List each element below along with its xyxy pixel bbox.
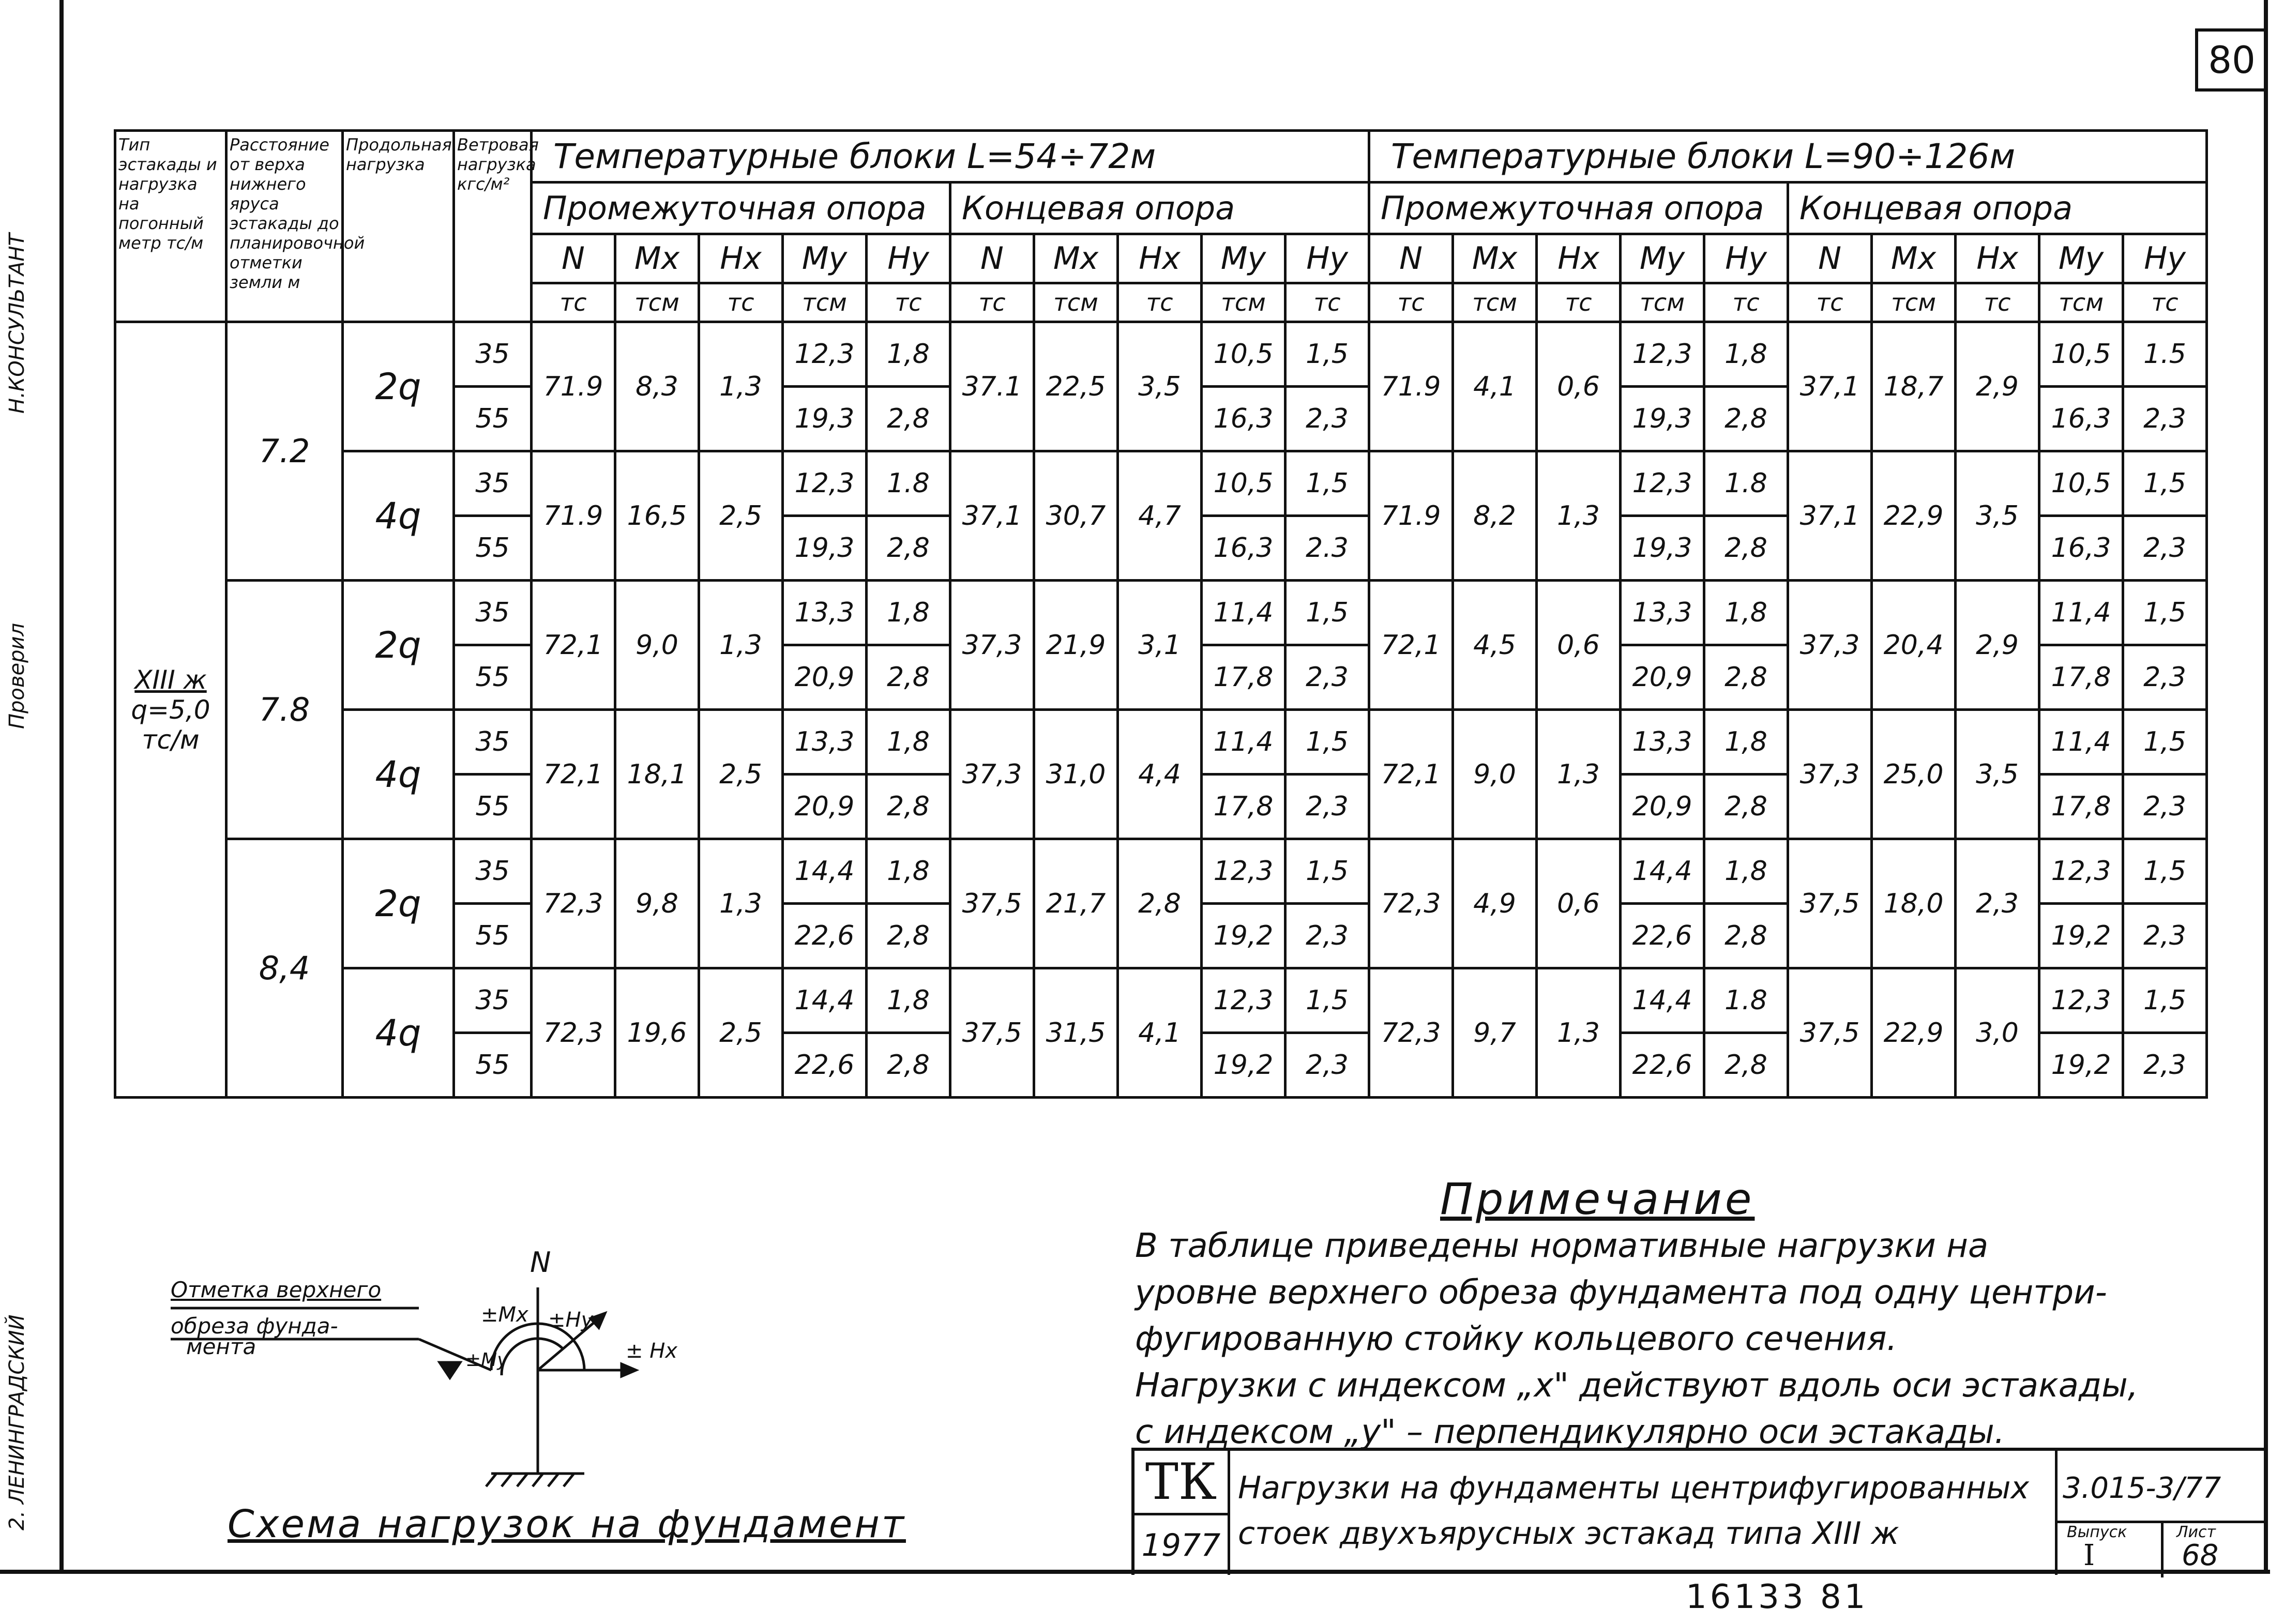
value-Mx: 16,5	[615, 451, 699, 581]
margin-note-top: Н.КОНСУЛЬТАНТ	[5, 233, 29, 414]
wind-load-cell: 55	[454, 645, 532, 710]
header-distance: Расстояние от верха нижнего яруса эстакады до планировочной отметки земли м	[226, 131, 343, 322]
stamp-code: 3.015-3/77	[2063, 1471, 2221, 1505]
header-symbol: My	[783, 234, 867, 283]
value-Mx: 20,4	[1872, 581, 1956, 710]
value-Hx: 2,9	[1956, 581, 2039, 710]
scheme-My-label: ±My	[465, 1349, 508, 1371]
note-line: уровне верхнего обреза фундамента под одну центри-	[1135, 1273, 2107, 1312]
scheme-Hx-label: ± Hx	[626, 1339, 677, 1363]
header-symbol: Mx	[1034, 234, 1118, 283]
value-My: 13,3	[783, 710, 867, 775]
value-Mx: 4,5	[1453, 581, 1537, 710]
value-My: 19,2	[1202, 904, 1285, 968]
value-My: 19,2	[2039, 904, 2123, 968]
value-My: 16,3	[2039, 387, 2123, 451]
value-Hx: 1,3	[699, 839, 783, 968]
value-N: 72,3	[532, 968, 615, 1098]
type-load: q=5,0 тс/м	[131, 694, 210, 755]
value-Hy: 1,5	[1285, 451, 1369, 516]
value-My: 11,4	[1202, 581, 1285, 645]
value-My: 12,3	[1621, 322, 1704, 387]
value-N: 71.9	[532, 451, 615, 581]
value-Hy: 1,5	[1285, 710, 1369, 775]
longitudinal-load-cell: 4q	[343, 451, 454, 581]
header-unit: тс	[532, 283, 615, 322]
value-Hx: 1,3	[1537, 451, 1621, 581]
header-symbol: N	[1369, 234, 1453, 283]
value-N: 37,3	[950, 581, 1034, 710]
value-My: 19,3	[783, 516, 867, 581]
header-symbol: Hx	[699, 234, 783, 283]
header-unit: тсм	[1872, 283, 1956, 322]
value-Hy: 1,8	[867, 581, 950, 645]
value-Hy: 1,8	[867, 839, 950, 904]
value-Mx: 18,1	[615, 710, 699, 839]
value-My: 10,5	[1202, 451, 1285, 516]
longitudinal-load-cell: 4q	[343, 968, 454, 1098]
wind-load-cell: 55	[454, 516, 532, 581]
stamp-title-line: стоек двухъярусных эстакад типа XIII ж	[1238, 1515, 1899, 1552]
table-row	[115, 710, 2207, 775]
value-Hy: 2,3	[2123, 775, 2207, 839]
value-My: 22,6	[783, 1033, 867, 1098]
value-Hy: 2,8	[867, 387, 950, 451]
value-Hx: 1,3	[699, 581, 783, 710]
value-Hx: 2,3	[1956, 839, 2039, 968]
header-unit: тсм	[1453, 283, 1537, 322]
value-My: 10,5	[2039, 451, 2123, 516]
table-row	[115, 968, 2207, 1033]
value-N: 37,1	[950, 451, 1034, 581]
header-symbol: N	[532, 234, 615, 283]
value-Hx: 0,6	[1537, 322, 1621, 451]
wind-load-cell: 35	[454, 322, 532, 387]
value-Hx: 3,0	[1956, 968, 2039, 1098]
value-My: 12,3	[783, 451, 867, 516]
value-Hy: 1,5	[2123, 968, 2207, 1033]
value-Hy: 1,5	[2123, 710, 2207, 775]
value-Hy: 2.3	[1285, 516, 1369, 581]
value-N: 72,1	[532, 581, 615, 710]
value-N: 71.9	[1369, 451, 1453, 581]
header-longitudinal: Продольная нагрузка	[343, 131, 454, 322]
value-Mx: 21,9	[1034, 581, 1118, 710]
value-Hy: 1,5	[1285, 322, 1369, 387]
value-Hx: 4,1	[1118, 968, 1202, 1098]
header-symbol: Hy	[2123, 234, 2207, 283]
header-unit: тс	[1788, 283, 1872, 322]
value-My: 17,8	[1202, 645, 1285, 710]
value-My: 11,4	[1202, 710, 1285, 775]
value-Hx: 1,3	[1537, 968, 1621, 1098]
value-Hy: 2,3	[1285, 387, 1369, 451]
value-N: 37,3	[1788, 710, 1872, 839]
header-intermediate-support: Промежуточная опора	[532, 183, 950, 234]
scheme-Hy-label: ±Hy	[548, 1308, 594, 1332]
value-Hx: 0,6	[1537, 581, 1621, 710]
value-Mx: 18,0	[1872, 839, 1956, 968]
stamp-tk: ТК	[1135, 1451, 1230, 1515]
value-Hy: 1,5	[1285, 839, 1369, 904]
value-My: 12,3	[1202, 968, 1285, 1033]
value-My: 14,4	[783, 968, 867, 1033]
value-Hx: 4,7	[1118, 451, 1202, 581]
value-Mx: 9,8	[615, 839, 699, 968]
value-Hy: 1,5	[2123, 451, 2207, 516]
value-N: 71.9	[1369, 322, 1453, 451]
value-Hy: 2,3	[2123, 904, 2207, 968]
value-Hy: 2,3	[2123, 1033, 2207, 1098]
margin-note-middle: Проверил	[5, 623, 29, 729]
value-Hy: 2,8	[867, 775, 950, 839]
header-type: Тип эстакады и нагрузка на погонный метр тс/м	[115, 131, 226, 322]
type-label: XIII ж	[134, 664, 207, 695]
note-text	[1135, 1223, 2247, 1455]
distance-cell: 7.2	[226, 322, 343, 581]
header-symbol: N	[1788, 234, 1872, 283]
header-unit: тсм	[1621, 283, 1704, 322]
title-block	[1131, 1448, 2267, 1575]
value-Hy: 1.5	[2123, 322, 2207, 387]
stamp-sub-box	[2058, 1521, 2267, 1577]
value-Hy: 2,3	[1285, 775, 1369, 839]
value-Hy: 1,8	[867, 968, 950, 1033]
note-line: фугированную стойку кольцевого сечения.	[1135, 1320, 1897, 1358]
value-Hy: 2,8	[867, 645, 950, 710]
value-Hy: 1.8	[1704, 968, 1788, 1033]
sheet-number: 80	[2195, 28, 2265, 92]
header-symbol: Hx	[1956, 234, 2039, 283]
value-Hx: 1,3	[1537, 710, 1621, 839]
header-symbol: Hy	[1285, 234, 1369, 283]
load-scheme-diagram	[171, 1231, 714, 1499]
value-Hy: 1,5	[1285, 968, 1369, 1033]
header-symbol: N	[950, 234, 1034, 283]
value-Mx: 9,0	[1453, 710, 1537, 839]
value-Hy: 2,3	[1285, 1033, 1369, 1098]
value-N: 72,1	[532, 710, 615, 839]
hx-arrow-head	[622, 1364, 636, 1376]
table-row	[115, 451, 2207, 516]
value-My: 22,6	[1621, 904, 1704, 968]
value-N: 37,3	[1788, 581, 1872, 710]
frame-left-border	[59, 0, 64, 1572]
value-Hy: 2,3	[2123, 516, 2207, 581]
stamp-code-box	[2055, 1451, 2267, 1575]
header-unit: тс	[1704, 283, 1788, 322]
note-line: Нагрузки с индексом „x" действуют вдоль оси эстакады,	[1135, 1367, 2139, 1405]
value-My: 19,3	[1621, 387, 1704, 451]
value-Mx: 8,3	[615, 322, 699, 451]
value-My: 10,5	[2039, 322, 2123, 387]
stamp-sheet-label: Лист	[2176, 1523, 2216, 1541]
value-Hy: 1,8	[1704, 839, 1788, 904]
value-Hx: 3,5	[1956, 710, 2039, 839]
value-My: 20,9	[783, 645, 867, 710]
stamp-divider	[2161, 1523, 2164, 1577]
wind-load-cell: 35	[454, 710, 532, 775]
header-symbol: Hx	[1537, 234, 1621, 283]
archive-number: 16133 81	[1686, 1578, 1869, 1616]
value-My: 13,3	[783, 581, 867, 645]
stamp-title	[1238, 1465, 2158, 1556]
value-Hy: 2,3	[1285, 645, 1369, 710]
level-mark-icon	[440, 1362, 460, 1378]
value-My: 20,9	[783, 775, 867, 839]
value-Hy: 1,8	[867, 710, 950, 775]
header-symbol: Hy	[867, 234, 950, 283]
value-Hy: 2,8	[1704, 645, 1788, 710]
value-My: 12,3	[1202, 839, 1285, 904]
value-N: 72,3	[1369, 968, 1453, 1098]
value-My: 17,8	[1202, 775, 1285, 839]
value-Mx: 25,0	[1872, 710, 1956, 839]
stamp-title-line: Нагрузки на фундаменты центрифугированных	[1238, 1470, 2029, 1506]
loads-table	[114, 129, 2208, 1099]
header-symbol: My	[2039, 234, 2123, 283]
header-intermediate-support: Промежуточная опора	[1369, 183, 1788, 234]
value-My: 19,3	[783, 387, 867, 451]
value-Hy: 1,8	[1704, 710, 1788, 775]
value-Mx: 31,0	[1034, 710, 1118, 839]
value-My: 19,2	[1202, 1033, 1285, 1098]
value-Hy: 1,8	[1704, 581, 1788, 645]
value-My: 14,4	[1621, 839, 1704, 904]
stamp-issue-label: Выпуск	[2067, 1523, 2127, 1541]
header-end-support: Концевая опора	[950, 183, 1369, 234]
value-Mx: 8,2	[1453, 451, 1537, 581]
value-Hy: 2,8	[1704, 516, 1788, 581]
wind-load-cell: 35	[454, 451, 532, 516]
value-My: 17,8	[2039, 775, 2123, 839]
scheme-title: Схема нагрузок на фундамент	[228, 1502, 906, 1546]
note-line: В таблице приведены нормативные нагрузки на	[1135, 1227, 1989, 1265]
value-N: 37,5	[950, 839, 1034, 968]
value-My: 13,3	[1621, 581, 1704, 645]
value-N: 37,5	[950, 968, 1034, 1098]
value-N: 72,1	[1369, 581, 1453, 710]
value-My: 12,3	[2039, 968, 2123, 1033]
value-Hx: 2,5	[699, 968, 783, 1098]
value-My: 11,4	[2039, 710, 2123, 775]
distance-cell: 8,4	[226, 839, 343, 1098]
value-N: 72,1	[1369, 710, 1453, 839]
scheme-label-bottom2: мента	[186, 1334, 256, 1359]
header-unit: тсм	[783, 283, 867, 322]
scheme-N-label: N	[530, 1246, 551, 1279]
wind-load-cell: 55	[454, 904, 532, 968]
value-Mx: 9,7	[1453, 968, 1537, 1098]
scheme-label-bottom: обреза фунда-	[171, 1313, 338, 1339]
stamp-year: 1977	[1135, 1515, 1230, 1575]
header-unit: тс	[1369, 283, 1453, 322]
value-N: 71.9	[532, 322, 615, 451]
scheme-label-top: Отметка верхнего	[171, 1277, 382, 1302]
stamp-sheet-value: 68	[2182, 1539, 2219, 1572]
value-My: 12,3	[783, 322, 867, 387]
value-Mx: 4,9	[1453, 839, 1537, 968]
value-Hy: 1,8	[867, 322, 950, 387]
value-Hy: 2,8	[867, 904, 950, 968]
header-unit: тс	[1956, 283, 2039, 322]
value-Mx: 22,9	[1872, 451, 1956, 581]
value-Hy: 2,8	[1704, 387, 1788, 451]
value-Hx: 2,9	[1956, 322, 2039, 451]
value-Mx: 9,0	[615, 581, 699, 710]
value-Hy: 2,8	[1704, 904, 1788, 968]
header-symbol: Mx	[1453, 234, 1537, 283]
value-Hy: 1.8	[1704, 451, 1788, 516]
header-group-54-72: Температурные блоки L=54÷72м	[532, 131, 1369, 183]
value-N: 37,1	[1788, 322, 1872, 451]
header-symbol: Mx	[1872, 234, 1956, 283]
value-Hx: 3,5	[1118, 322, 1202, 451]
longitudinal-load-cell: 2q	[343, 322, 454, 451]
value-Hx: 4,4	[1118, 710, 1202, 839]
value-My: 16,3	[1202, 516, 1285, 581]
longitudinal-load-cell: 4q	[343, 710, 454, 839]
type-cell	[115, 322, 226, 1098]
wind-load-cell: 35	[454, 968, 532, 1033]
header-unit: тс	[1537, 283, 1621, 322]
header-unit: тс	[1118, 283, 1202, 322]
header-group-90-126: Температурные блоки L=90÷126м	[1369, 131, 2207, 183]
header-unit: тс	[867, 283, 950, 322]
longitudinal-load-cell: 2q	[343, 839, 454, 968]
header-unit: тсм	[615, 283, 699, 322]
value-Mx: 30,7	[1034, 451, 1118, 581]
value-Mx: 31,5	[1034, 968, 1118, 1098]
header-unit: тс	[1285, 283, 1369, 322]
value-Hx: 2,8	[1118, 839, 1202, 968]
header-symbol: Hx	[1118, 234, 1202, 283]
value-Hy: 1,5	[2123, 839, 2207, 904]
header-unit: тсм	[1202, 283, 1285, 322]
value-My: 20,9	[1621, 645, 1704, 710]
header-symbol: Hy	[1704, 234, 1788, 283]
value-N: 37.1	[950, 322, 1034, 451]
value-My: 11,4	[2039, 581, 2123, 645]
margin-note-bottom: 2. ЛЕНИНГРАДСКИЙ	[5, 1314, 29, 1530]
value-Hx: 3,5	[1956, 451, 2039, 581]
wind-load-cell: 55	[454, 1033, 532, 1098]
table-row	[115, 581, 2207, 645]
distance-cell: 7.8	[226, 581, 343, 839]
value-My: 13,3	[1621, 710, 1704, 775]
value-Mx: 21,7	[1034, 839, 1118, 968]
frame-right-border	[2264, 0, 2268, 1572]
value-Hy: 1.8	[867, 451, 950, 516]
header-unit: тсм	[2039, 283, 2123, 322]
value-My: 17,8	[2039, 645, 2123, 710]
value-My: 12,3	[1621, 451, 1704, 516]
table-row	[115, 839, 2207, 904]
value-Hy: 2,3	[2123, 387, 2207, 451]
value-Hy: 2,3	[1285, 904, 1369, 968]
value-N: 37,5	[1788, 968, 1872, 1098]
value-Hx: 3,1	[1118, 581, 1202, 710]
longitudinal-load-cell: 2q	[343, 581, 454, 710]
value-Mx: 18,7	[1872, 322, 1956, 451]
stamp-issue-value: I	[2083, 1539, 2095, 1572]
header-unit: тсм	[1034, 283, 1118, 322]
header-unit: тс	[699, 283, 783, 322]
header-unit: тс	[2123, 283, 2207, 322]
value-Mx: 22,9	[1872, 968, 1956, 1098]
note-line: с индексом „y" – перпендикулярно оси эстакады.	[1135, 1413, 2005, 1451]
value-Hy: 1,5	[2123, 581, 2207, 645]
header-symbol: My	[1621, 234, 1704, 283]
wind-load-cell: 35	[454, 839, 532, 904]
value-My: 19,3	[1621, 516, 1704, 581]
value-Mx: 22,5	[1034, 322, 1118, 451]
value-Hy: 2,8	[1704, 1033, 1788, 1098]
header-symbol: Mx	[615, 234, 699, 283]
load-scheme-svg	[171, 1231, 714, 1499]
value-Hy: 1,5	[1285, 581, 1369, 645]
header-unit: тс	[950, 283, 1034, 322]
value-My: 14,4	[783, 839, 867, 904]
table-row	[115, 322, 2207, 387]
value-Hy: 2,8	[867, 516, 950, 581]
value-Hy: 2,8	[867, 1033, 950, 1098]
value-Hx: 1,3	[699, 322, 783, 451]
value-My: 10,5	[1202, 322, 1285, 387]
value-Hx: 0,6	[1537, 839, 1621, 968]
scheme-Mx-label: ±Mx	[481, 1303, 528, 1327]
value-My: 16,3	[2039, 516, 2123, 581]
value-N: 72,3	[1369, 839, 1453, 968]
value-Hy: 1,8	[1704, 322, 1788, 387]
header-symbol: My	[1202, 234, 1285, 283]
header-wind: Ветровая нагрузка кгс/м²	[454, 131, 532, 322]
value-My: 20,9	[1621, 775, 1704, 839]
value-My: 14,4	[1621, 968, 1704, 1033]
value-Mx: 19,6	[615, 968, 699, 1098]
wind-load-cell: 55	[454, 775, 532, 839]
value-My: 16,3	[1202, 387, 1285, 451]
value-Hy: 2,8	[1704, 775, 1788, 839]
value-N: 72,3	[532, 839, 615, 968]
header-end-support: Концевая опора	[1788, 183, 2207, 234]
value-Hy: 2,3	[2123, 645, 2207, 710]
value-Mx: 4,1	[1453, 322, 1537, 451]
value-My: 19,2	[2039, 1033, 2123, 1098]
value-Hx: 2,5	[699, 710, 783, 839]
value-My: 22,6	[783, 904, 867, 968]
value-Hx: 2,5	[699, 451, 783, 581]
value-N: 37,1	[1788, 451, 1872, 581]
note-title: Примечание	[1440, 1174, 1755, 1224]
value-N: 37,5	[1788, 839, 1872, 968]
value-N: 37,3	[950, 710, 1034, 839]
wind-load-cell: 55	[454, 387, 532, 451]
value-My: 12,3	[2039, 839, 2123, 904]
value-My: 22,6	[1621, 1033, 1704, 1098]
wind-load-cell: 35	[454, 581, 532, 645]
